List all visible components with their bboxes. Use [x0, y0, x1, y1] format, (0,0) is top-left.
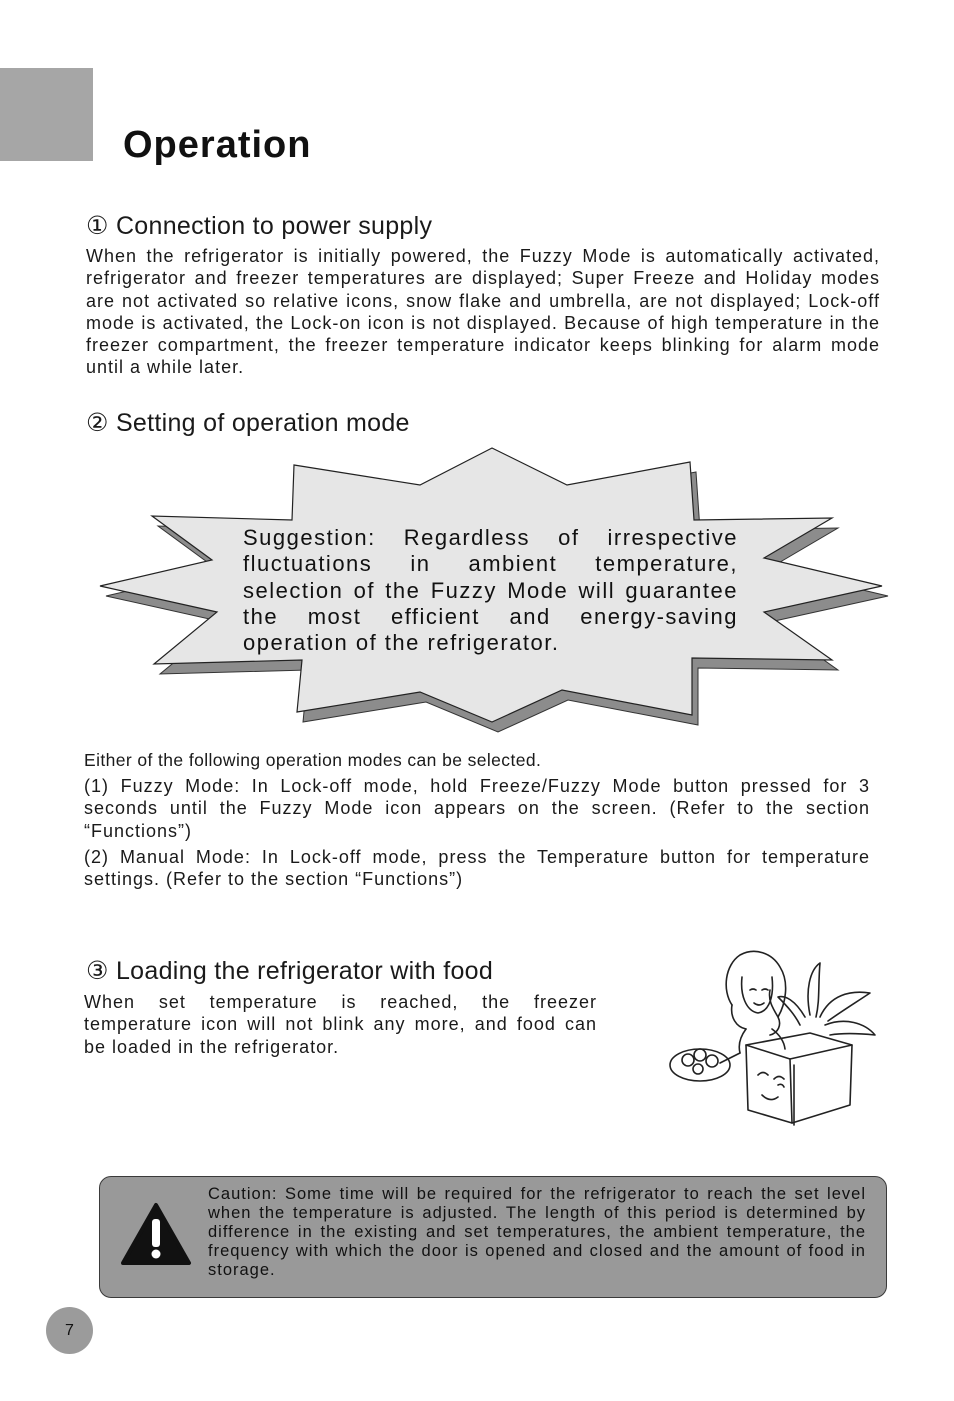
caution-text: Caution: Some time will be required for the refrigerator to reach the set level when the temperature is adjusted. The length of this period is determined by difference in the existing and set temperatures, the ambient temperature, the frequency with which the door is opened and closed and the amount of food in storage.: [208, 1185, 866, 1279]
corner-tab: [0, 68, 93, 161]
woman-with-fridge-illustration: [660, 945, 885, 1130]
suggestion-text: Suggestion: Regardless of irrespective fluctuations in ambient temperature, selection of the Fuzzy Mode will guarantee the most efficient and energy-saving operation of the refrigerator.: [243, 525, 738, 656]
section-heading-loading: ③ Loading the refrigerator with food: [86, 957, 494, 985]
loading-paragraph: When set temperature is reached, the freezer temperature icon will not blink any more, and food can be loaded in the refrigerator.: [84, 992, 597, 1057]
section-heading-power: ① Connection to power supply: [86, 212, 433, 240]
manual-mode-item: (2) Manual Mode: In Lock-off mode, press the Temperature button for temperature settings. (Refer to the section “Functions”): [84, 847, 870, 890]
page-title: Operation: [123, 124, 312, 166]
page-number: [46, 1307, 93, 1354]
fuzzy-mode-item: (1) Fuzzy Mode: In Lock-off mode, hold Freeze/Fuzzy Mode button pressed for 3 seconds until the Fuzzy Mode icon appears on the screen. (Refer to the section “Functions”): [84, 776, 870, 841]
section-heading-mode: ② Setting of operation mode: [86, 409, 410, 437]
caution-box: [99, 1176, 887, 1298]
modes-intro: Either of the following operation modes can be selected.: [84, 750, 542, 770]
page-number-label: 7: [65, 1321, 74, 1339]
warning-icon: [120, 1201, 192, 1267]
power-paragraph: When the refrigerator is initially powered, the Fuzzy Mode is automatically activated, refrigerator and freezer temperatures are displayed; Super Freeze and Holiday modes are not activated so relative icons, snow flake and umbrella, are not displayed; Lock-off mode is activated, the Lock-on icon is not displayed. Because of high temperature in the freezer compartment, the freezer temperature indicator keeps blinking for alarm mode until a while later.: [86, 246, 880, 378]
